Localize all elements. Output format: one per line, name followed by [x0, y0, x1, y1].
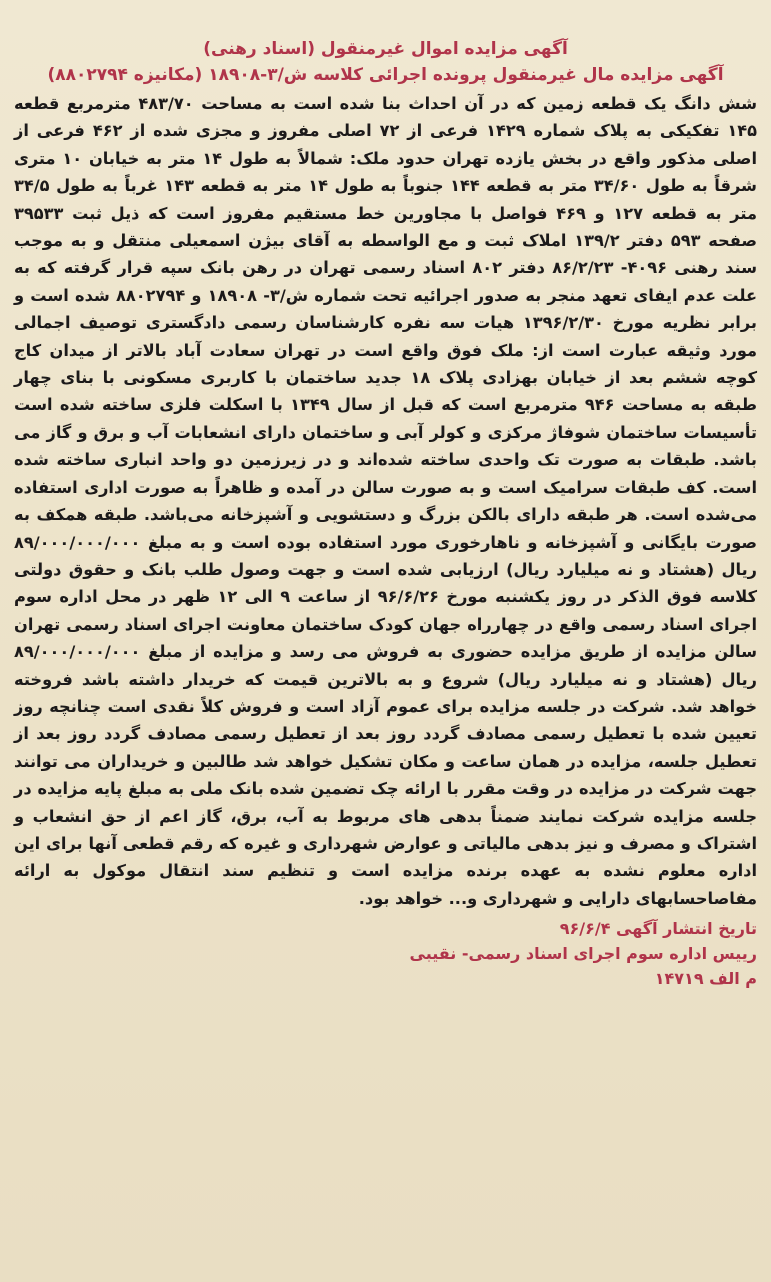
signature: رییس اداره سوم اجرای اسناد رسمی- نقیبی	[409, 944, 757, 964]
notice-body: شش دانگ یک قطعه زمین که در آن احداث بنا شده است به مساحت ۴۸۳/۷۰ مترمربع قطعه ۱۴۵ تفکیکی به پلاک شماره ۱۴۲۹ فرعی از ۷۲ اصلی مفروز و مجزی شده از ۴۶۲ فرعی از اصلی مذکور واقع در بخش یازده تهران حدود ملک: شمالاً به طول ۱۴ متر به خیابان ۱۰ متری شرقاً به طول ۳۴/۶۰ متر به قطعه ۱۴۴ جنوباً به طول ۱۴ متر به قطعه ۱۴۳ غرباً به طول ۳۴/۵ متر به قطعه ۱۲۷ و ۴۶۹ فواصل با مجاورین خط مستقیم مفروز است که ذیل ثبت ۳۹۵۳۳ صفحه ۵۹۳ دفتر ۱۳۹/۲ املاک ثبت و مع الواسطه به آقای بیژن اسمعیلی منتقل و به موجب سند رهنی ۴۰۹۶- ۸۶/۲/۲۳ دفتر ۸۰۲ اسناد رسمی تهران در رهن بانک سپه قرار گرفته که به علت عدم ایفای تعهد منجر به صدور اجرائیه تحت شماره ش/۳- ۱۸۹۰۸ و ۸۸۰۲۷۹۴ شده است و برابر نظریه مورخ ۱۳۹۶/۲/۳۰ هیات سه نفره کارشناسان رسمی دادگستری توصیف اجمالی مورد وثیقه عبارت است از: ملک فوق واقع است در تهران سعادت آباد بالاتر از میدان کاج کوچه ششم بعد از خیابان بهزادی پلاک ۱۸ جدید ساختمان با کاربری مسکونی با بنای چهار طبقه به مساحت ۹۴۶ مترمربع است که قبل از سال ۱۳۴۹ با اسکلت فلزی ساخته شده است تأسیسات ساختمان شوفاژ مرکزی و کولر آبی و ساختمان دارای انشعابات آب و برق و گاز می باشد. طبقات به صورت تک واحدی ساخته شده‌اند و در زیرزمین دو واحد انباری ساخته شده است. کف طبقات سرامیک است و به صورت سالن در آمده و ظاهراً به صورت اداری استفاده می‌شده است. هر طبقه دارای بالکن بزرگ و دستشویی و آشپزخانه می‌باشد. طبقه همکف به صورت بایگانی و آشپزخانه و ناهارخوری مورد استفاده بوده است و به مبلغ ۸۹/۰۰۰/۰۰۰/۰۰۰ ریال (هشتاد و نه میلیارد ریال) ارزیابی شده است و جهت وصول طلب بانک و حقوق دولتی کلاسه فوق الذکر در روز یکشنبه مورخ ۹۶/۶/۲۶ از ساعت ۹ الی ۱۲ ظهر در محل اداره سوم اجرای اسناد رسمی واقع در چهارراه جهان کودک ساختمان معاونت اجرای اسناد رسمی تهران سالن مزایده از طریق مزایده حضوری به فروش می رسد و مزایده از مبلغ ۸۹/۰۰۰/۰۰۰/۰۰۰ ریال (هشتاد و نه میلیارد ریال) شروع و به بالاترین قیمت که خریدار داشته باشد فروخته خواهد شد. شرکت در جلسه مزایده برای عموم آزاد است و فروش کلاً نقدی است چنانچه روز تعیین شده با تعطیل رسمی مصادف گردد روز بعد از تعطیل رسمی مصادف گردد روز بعد از تعطیل جلسه، مزایده در همان ساعت و مکان تشکیل خواهد شد طالبین و خریداران می توانند جهت شرکت در مزایده در وقت مقرر با ارائه چک تضمین شده بانک ملی به مبلغ پایه مزایده در جلسه مزایده شرکت نمایند ضمناً بدهی های مربوط به آب، برق، گاز اعم از حق انشعاب و اشتراک و مصرف و نیز بدهی مالیاتی و عوارض شهرداری و غیره که رقم قطعی آنها برای این اداره معلوم نشده به عهده برنده مزایده است و تنظیم سند انتقال موکول به ارائه مفاصاحسابهای دارایی و شهرداری و... خواهد بود.	[14, 94, 758, 908]
notice-code: م الف ۱۴۷۱۹	[654, 969, 757, 989]
notice-subtitle: آگهی مزایده مال غیرمنقول پرونده اجرائی کلاسه ش/۳-۱۸۹۰۸ (مکانیزه ۸۸۰۲۷۹۴)	[47, 65, 724, 85]
publish-date: تاریخ انتشار آگهی ۹۶/۶/۴	[559, 919, 757, 939]
notice-title: آگهی مزایده اموال غیرمنقول (اسناد رهنی)	[203, 39, 568, 59]
notice-footer	[14, 916, 757, 991]
